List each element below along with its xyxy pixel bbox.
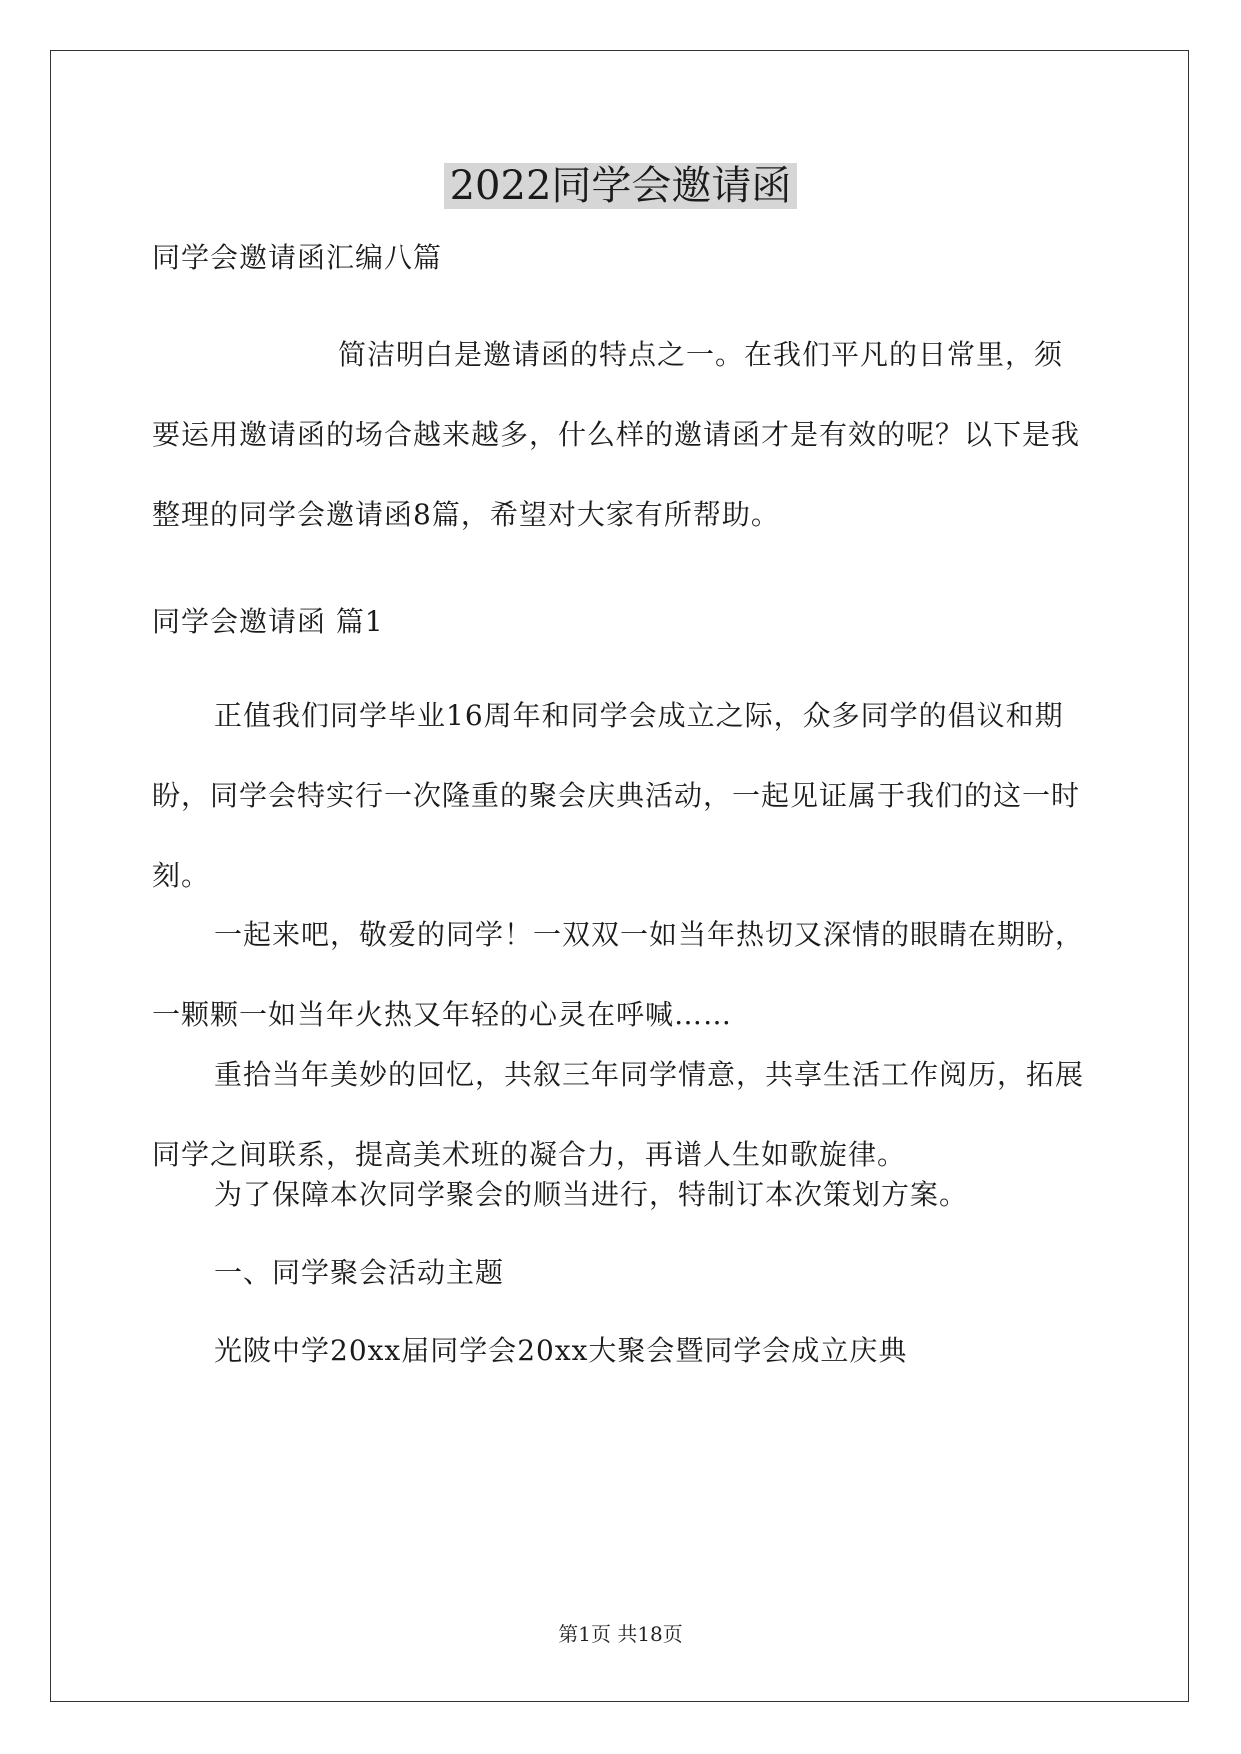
intro-paragraph: 简洁明白是邀请函的特点之一。在我们平凡的日常里，须要运用邀请函的场合越来越多，什么样的邀请函才是有效的呢？以下是我整理的同学会邀请函8篇，希望对大家有所帮助。 (152, 338, 1081, 531)
paragraph-5: 一、同学聚会活动主题 (214, 1256, 505, 1289)
paragraph-3: 重拾当年美妙的回忆，共叙三年同学情意，共享生活工作阅历，拓展同学之间联系，提高美术班的凝合力，再谱人生如歌旋律。 (152, 1058, 1085, 1171)
document-subtitle: 同学会邀请函汇编八篇 (152, 241, 443, 274)
document-title (0, 158, 1241, 214)
page-footer: 第1页 共18页 (558, 1622, 683, 1646)
paragraph-6: 光陂中学20xx届同学会20xx大聚会暨同学会成立庆典 (214, 1334, 908, 1367)
title-text: 2022同学会邀请函 (444, 163, 798, 209)
section-heading: 同学会邀请函 篇1 (152, 605, 384, 638)
paragraph-1: 正值我们同学毕业16周年和同学会成立之际，众多同学的倡议和期盼，同学会特实行一次隆重的聚会庆典活动，一起见证属于我们的这一时刻。 (152, 699, 1081, 892)
paragraph-2: 一起来吧，敬爱的同学！一双双一如当年热切又深情的眼睛在期盼，一颗颗一如当年火热又年轻的心灵在呼喊…… (152, 918, 1085, 1031)
paragraph-4: 为了保障本次同学聚会的顺当进行，特制订本次策划方案。 (214, 1178, 969, 1211)
